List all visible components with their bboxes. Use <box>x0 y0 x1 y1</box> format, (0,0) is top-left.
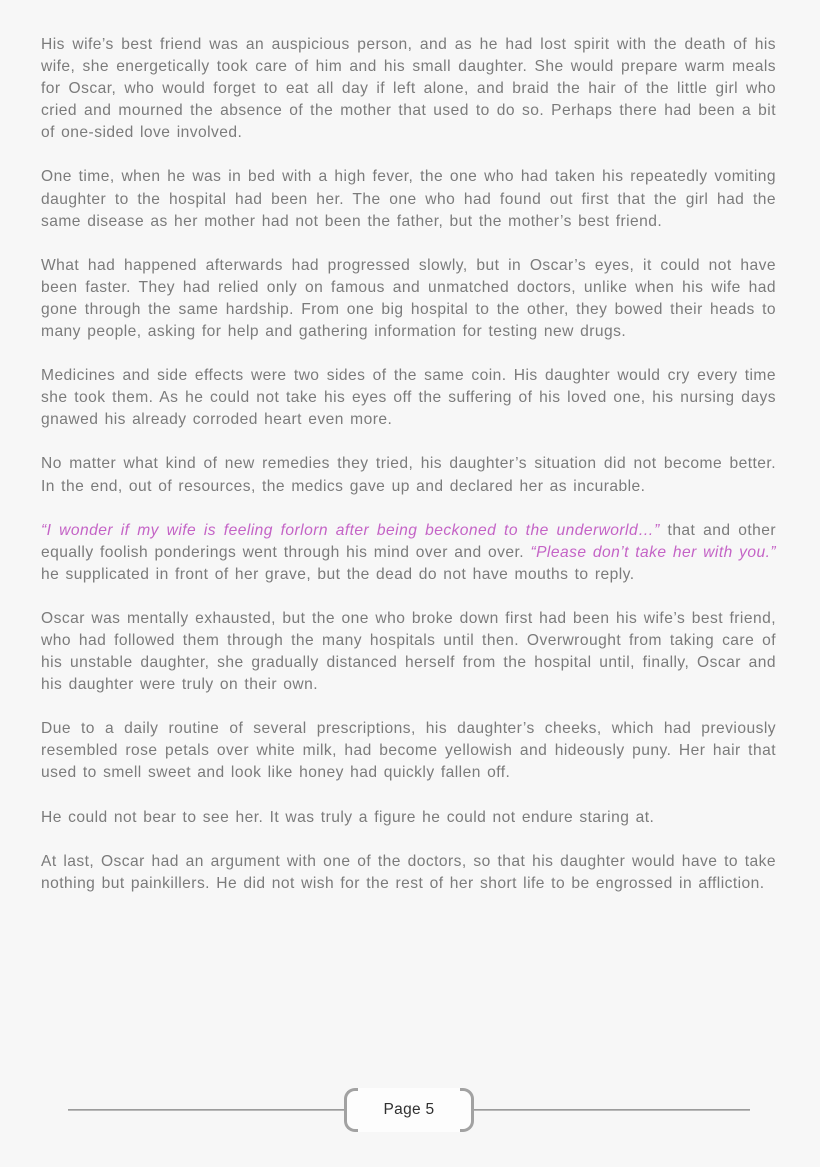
footer-rule-left <box>68 1109 344 1111</box>
paragraph <box>41 718 776 784</box>
right-bracket-icon <box>460 1088 474 1132</box>
text-segment: He could not bear to see her. It was truly a figure he could not endure staring at. <box>41 808 655 826</box>
paragraph <box>41 807 776 829</box>
quote-segment: “I wonder if my wife is feeling forlorn after being beckoned to the underworld…” <box>41 521 668 539</box>
paragraph <box>41 34 776 144</box>
text-segment: Oscar was mentally exhausted, but the one who broke down first had been his wife’s best friend, who had followed them through the many hospitals until then. Overwrought from taking care of his unstable daughter, she gradually distanced herself from the hospital until, finally, Oscar and his daughter were truly on their own. <box>41 609 776 694</box>
page-footer <box>0 1087 820 1133</box>
quote-segment: “Please don’t take her with you.” <box>530 543 777 561</box>
paragraph <box>41 255 776 343</box>
text-segment: At last, Oscar had an argument with one of the doctors, so that his daughter would have to take nothing but painkillers. He did not wish for the rest of her short life to be engrossed in affliction. <box>41 852 776 892</box>
left-bracket-icon <box>344 1088 358 1132</box>
footer-rule-right <box>474 1109 750 1111</box>
paragraph <box>41 520 776 586</box>
text-segment: His wife’s best friend was an auspicious person, and as he had lost spirit with the death of his wife, she energetically took care of him and his small daughter. She would prepare warm meals for Oscar, who would forget to eat all day if left alone, and braid the hair of the little girl who cried and mourned the absence of the mother that used to do so. Perhaps there had been a bit of one-sided love involved. <box>41 36 776 142</box>
text-segment: Due to a daily routine of several prescriptions, his daughter’s cheeks, which had previously resembled rose petals over white milk, had become yellowish and hideously puny. Her hair that used to smell sweet and look like honey had quickly fallen off. <box>41 720 776 782</box>
paragraph <box>41 166 776 232</box>
page-content <box>41 34 776 917</box>
text-segment: What had happened afterwards had progressed slowly, but in Oscar’s eyes, it could not have been faster. They had relied only on famous and unmatched doctors, unlike when his wife had gone through the same hardship. From one big hospital to the other, they bowed their heads to many people, asking for help and gathering information for testing new drugs. <box>41 256 776 341</box>
text-segment: Medicines and side effects were two sides of the same coin. His daughter would cry every time she took them. As he could not take his eyes off the suffering of his loved one, his nursing days gnawed his already corroded heart even more. <box>41 367 776 429</box>
text-segment: No matter what kind of new remedies they tried, his daughter’s situation did not become better. In the end, out of resources, the medics gave up and declared her as incurable. <box>41 455 776 495</box>
page-number-label: Page 5 <box>358 1088 461 1132</box>
text-segment: he supplicated in front of her grave, but the dead do not have mouths to reply. <box>41 565 635 583</box>
paragraph <box>41 365 776 431</box>
text-segment: that and other equally foolish ponderings went through his mind over and over. <box>41 521 776 561</box>
paragraph <box>41 453 776 497</box>
text-segment: One time, when he was in bed with a high fever, the one who had taken his repeatedly vomiting daughter to the hospital had been her. The one who had found out first that the girl had the same disease as her mother had not been the father, but the mother’s best friend. <box>41 168 776 230</box>
paragraph <box>41 608 776 696</box>
paragraph <box>41 851 776 895</box>
